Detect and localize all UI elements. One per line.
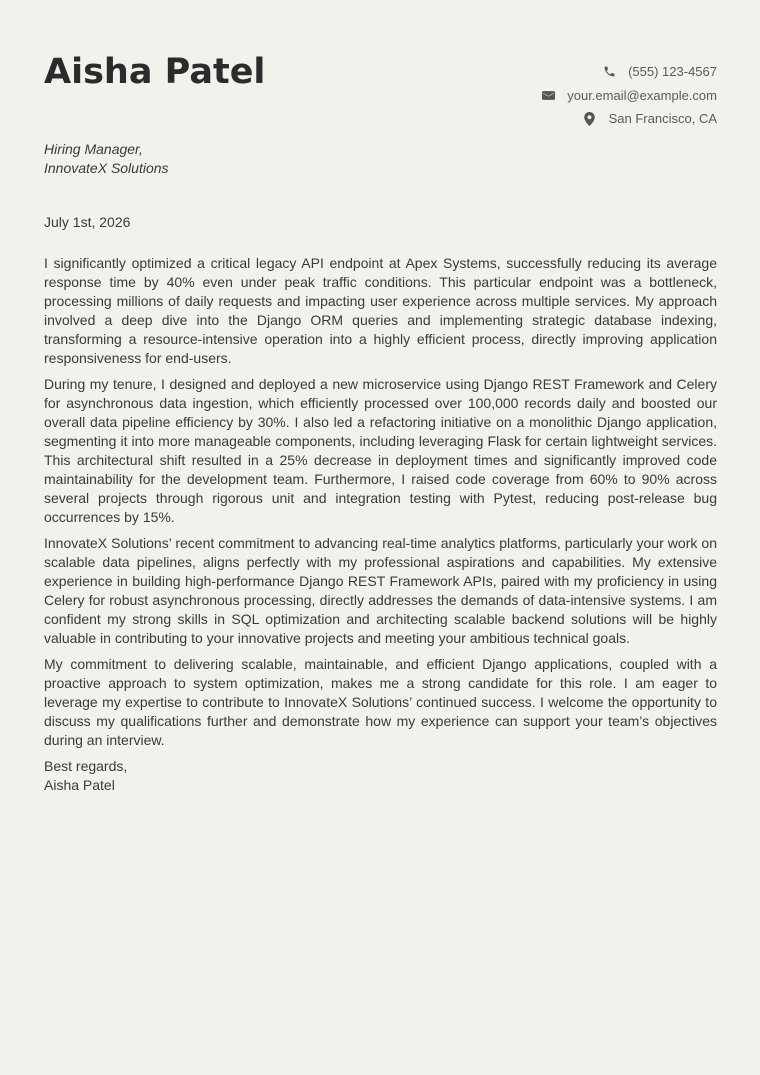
contact-info: [541, 60, 717, 131]
body-paragraph: I significantly optimized a critical legacy API endpoint at Apex Systems, successfully reducing its average response time by 40% even under peak traffic conditions. This particular endpoint was a bottleneck, processing millions of daily requests and impacting user experience across multiple services. My approach involved a deep dive into the Django ORM queries and implementing strategic database indexing, transforming a resource-intensive operation into a highly efficient process, directly improving application responsiveness for end-users.: [44, 255, 717, 366]
letter-header: [44, 0, 717, 176]
email-address: your.email@example.com: [567, 87, 717, 103]
phone-number: (555) 123-4567: [628, 64, 717, 80]
body-paragraph: InnovateX Solutions’ recent commitment to advancing real-time analytics platforms, particularly your work on scalable data pipelines, aligns perfectly with my professional aspirations and capabilities. My extensive experience in building high-performance Django REST Framework APIs, paired with my proficiency in using Celery for robust asynchronous processing, directly addresses the demands of data-intensive systems. I am confident my strong skills in SQL optimization and architecting scalable backend solutions will be highly valuable in contributing to your innovative projects and meeting your ambitious technical goals.: [44, 535, 717, 646]
phone-icon: [602, 65, 616, 79]
envelope-icon: [541, 88, 555, 102]
recipient-title: Hiring Manager,: [44, 141, 143, 157]
contact-phone: [541, 60, 717, 84]
letter-date: July 1st, 2026: [44, 214, 131, 230]
location-text: San Francisco, CA: [608, 111, 717, 127]
applicant-name: Aisha Patel: [44, 52, 266, 92]
body-paragraph: During my tenure, I designed and deployed a new microservice using Django REST Framework and Celery for asynchronous data ingestion, which efficiently processed over 100,000 records daily and boosted our overall data pipeline efficiency by 30%. I also led a refactoring initiative on a monolithic Django application, segmenting it into more manageable components, including leveraging Flask for certain lightweight services. This architectural shift resulted in a 25% decrease in deployment times and significantly improved code maintainability for the development team. Furthermore, I raised code coverage from 60% to 90% across several projects through rigorous unit and integration testing with Pytest, reducing post-release bug occurrences by 15%.: [44, 376, 717, 525]
contact-email: [541, 84, 717, 108]
recipient-block: [44, 140, 169, 178]
body-paragraph: My commitment to delivering scalable, maintainable, and efficient Django applications, coupled with a proactive approach to system optimization, makes me a strong candidate for this role. I am eager to leverage my expertise to contribute to InnovateX Solutions’ continued success. I welcome the opportunity to discuss my qualifications further and demonstrate how my experience can support your team’s objectives during an interview.: [44, 656, 717, 748]
closing-signature: Aisha Patel: [44, 777, 115, 793]
letter-body: [44, 254, 717, 795]
closing-salutation: Best regards,: [44, 758, 128, 774]
cover-letter-page: [44, 0, 717, 793]
contact-location: [541, 107, 717, 131]
recipient-company: InnovateX Solutions: [44, 160, 169, 176]
map-pin-icon: [583, 112, 597, 126]
